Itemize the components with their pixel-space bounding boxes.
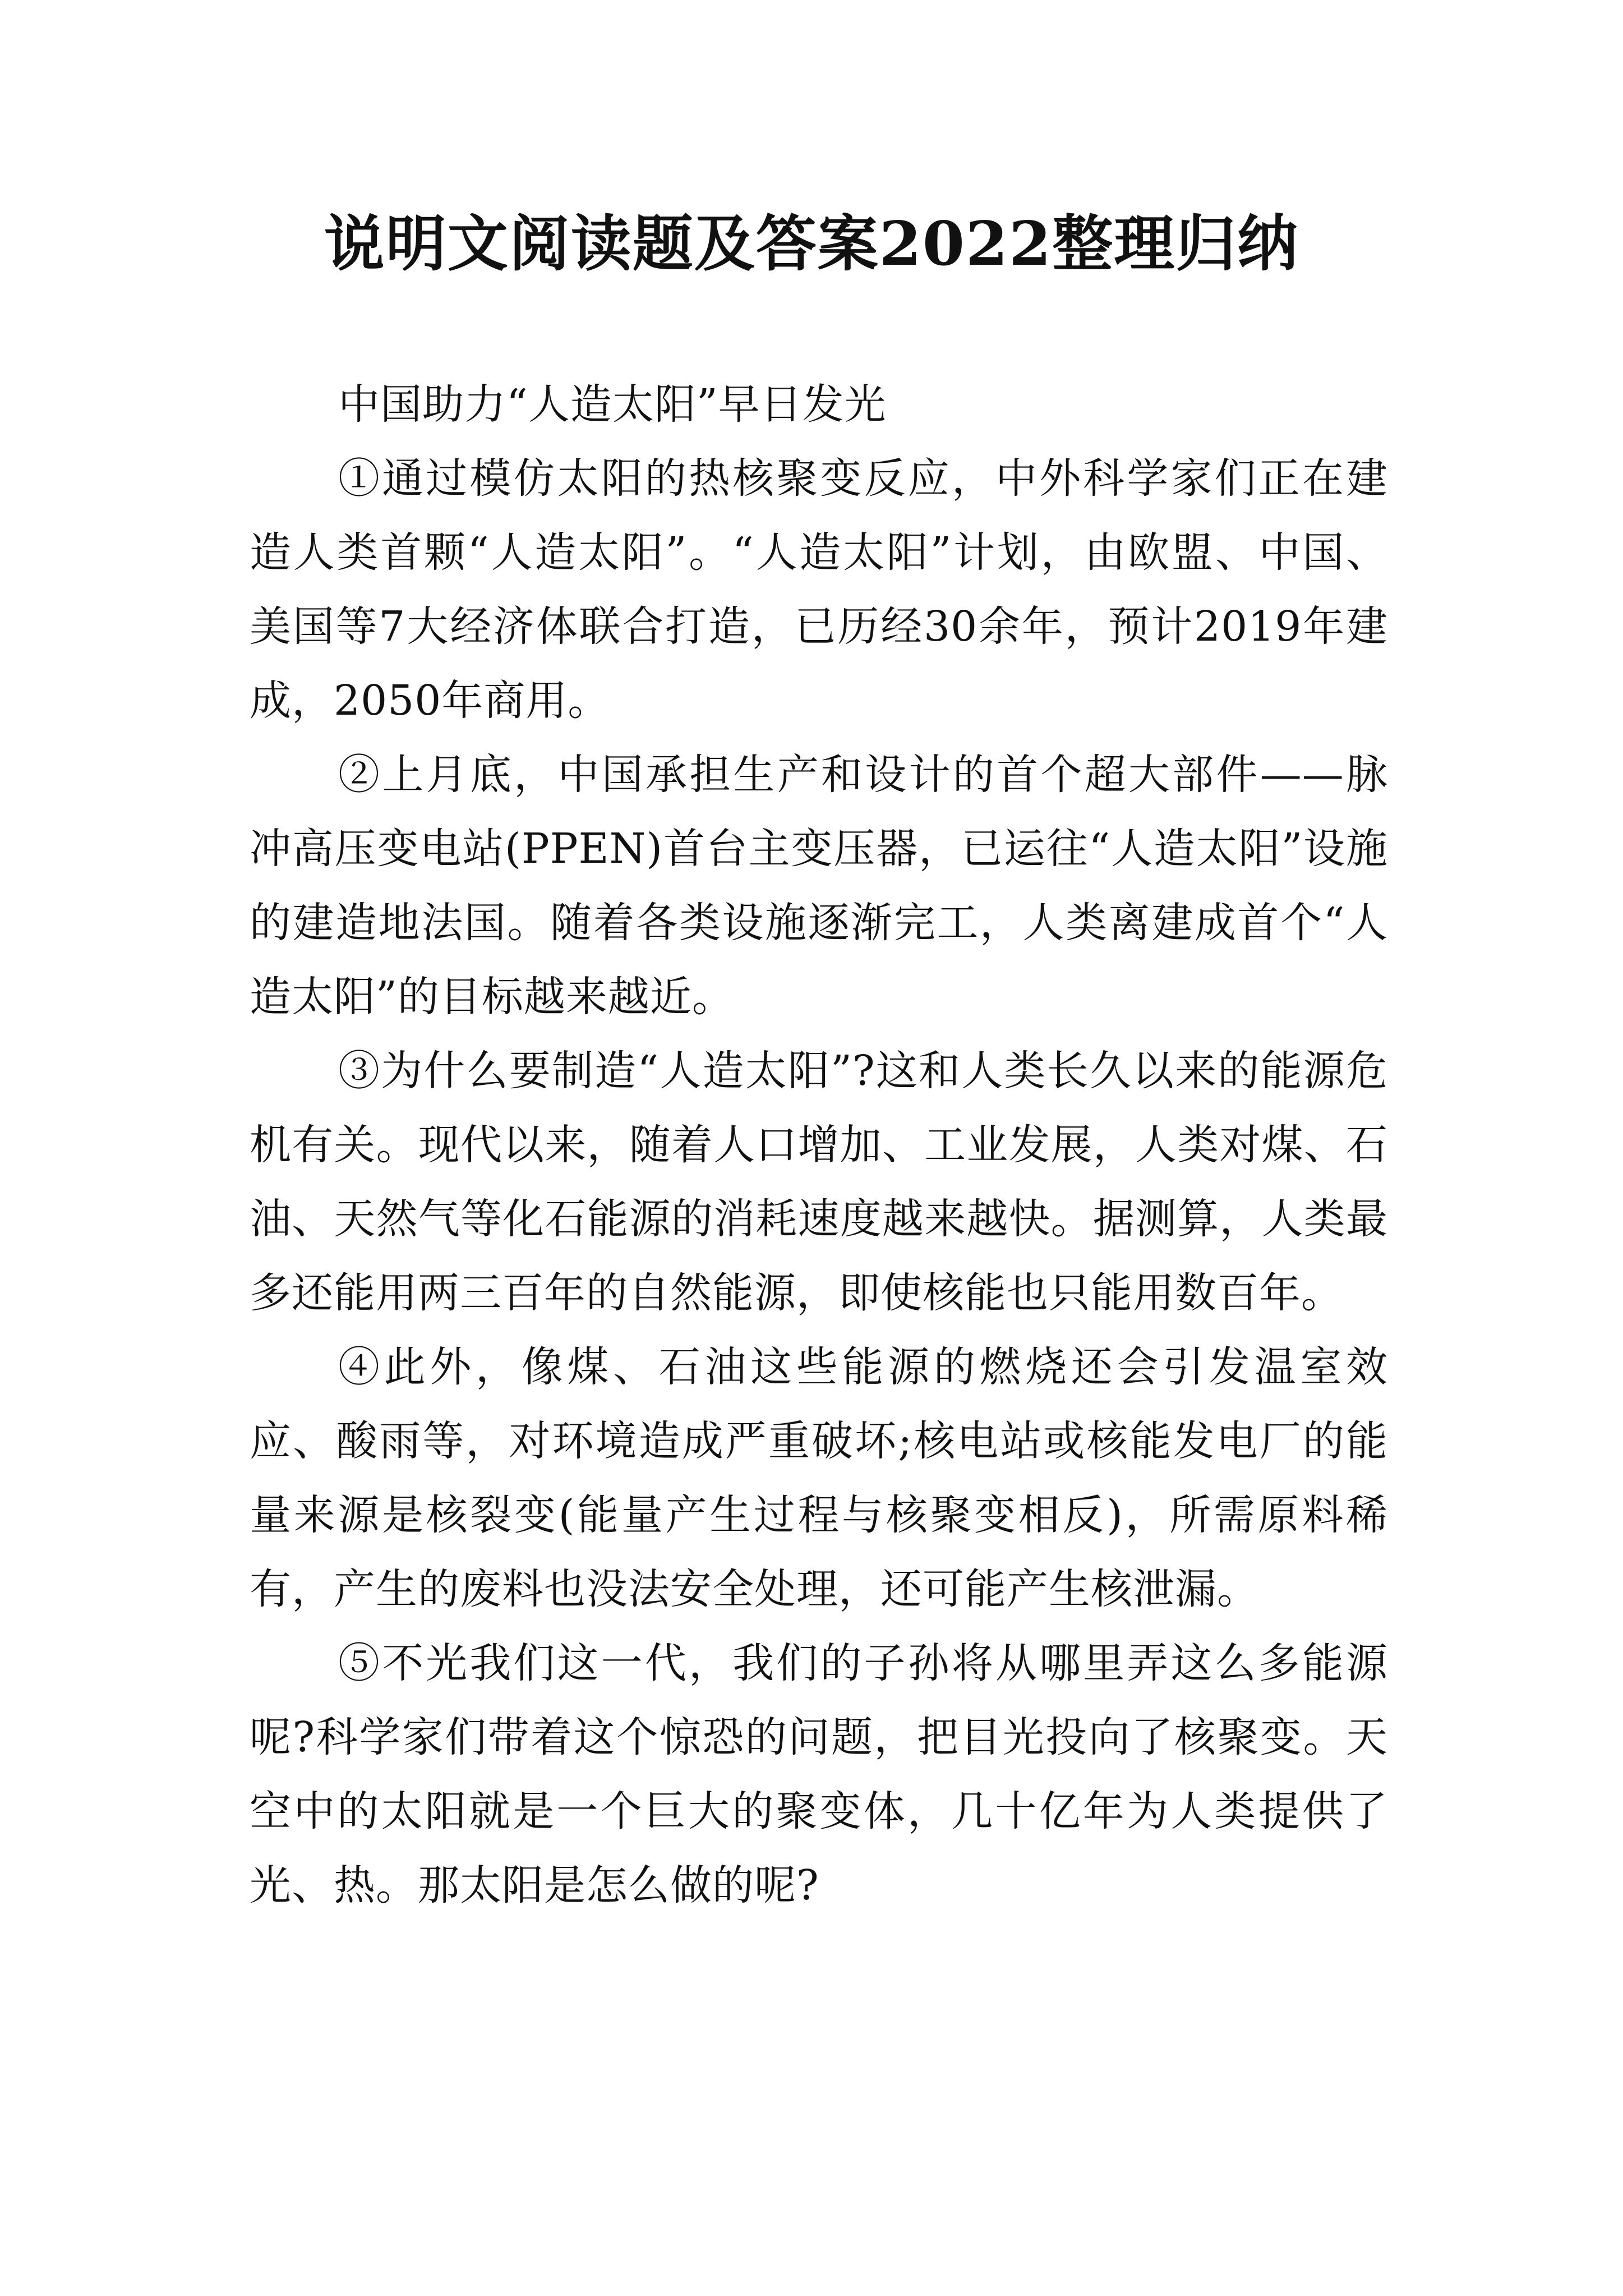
paragraph-5: ⑤不光我们这一代，我们的子孙将从哪里弄这么多能源呢?科学家们带着这个惊恐的问题，把目光投向了核聚变。天空中的太阳就是一个巨大的聚变体，几十亿年为人类提供了光、热。那太阳是怎么做的呢? [250, 1639, 1388, 1910]
article-subtitle: 中国助力“人造太阳”早日发光 [338, 380, 887, 429]
paragraph-1: ①通过模仿太阳的热核聚变反应，中外科学家们正在建造人类首颗“人造太阳”。“人造太阳”计划，由欧盟、中国、美国等7大经济体联合打造，已历经30余年，预计2019年建成，2050年商用。 [250, 454, 1388, 725]
paragraph-4: ④此外，像煤、石油这些能源的燃烧还会引发温室效应、酸雨等，对环境造成严重破坏;核电站或核能发电厂的能量来源是核裂变(能量产生过程与核聚变相反)，所需原料稀有，产生的废料也没法安全处理，还可能产生核泄漏。 [250, 1343, 1388, 1613]
paragraph-3: ③为什么要制造“人造太阳”?这和人类长久以来的能源危机有关。现代以来，随着人口增加、工业发展，人类对煤、石油、天然气等化石能源的消耗速度越来越快。据测算，人类最多还能用两三百年的自然能源，即使核能也只能用数百年。 [250, 1047, 1388, 1317]
paragraph-2: ②上月底，中国承担生产和设计的首个超大部件——脉冲高压变电站(PPEN)首台主变压器，已运往“人造太阳”设施的建造地法国。随着各类设施逐渐完工，人类离建成首个“人造太阳”的目标越来越近。 [250, 751, 1388, 1021]
document-title: 说明文阅读题及答案2022整理归纳 [324, 209, 1299, 279]
document-body [250, 367, 1388, 1922]
